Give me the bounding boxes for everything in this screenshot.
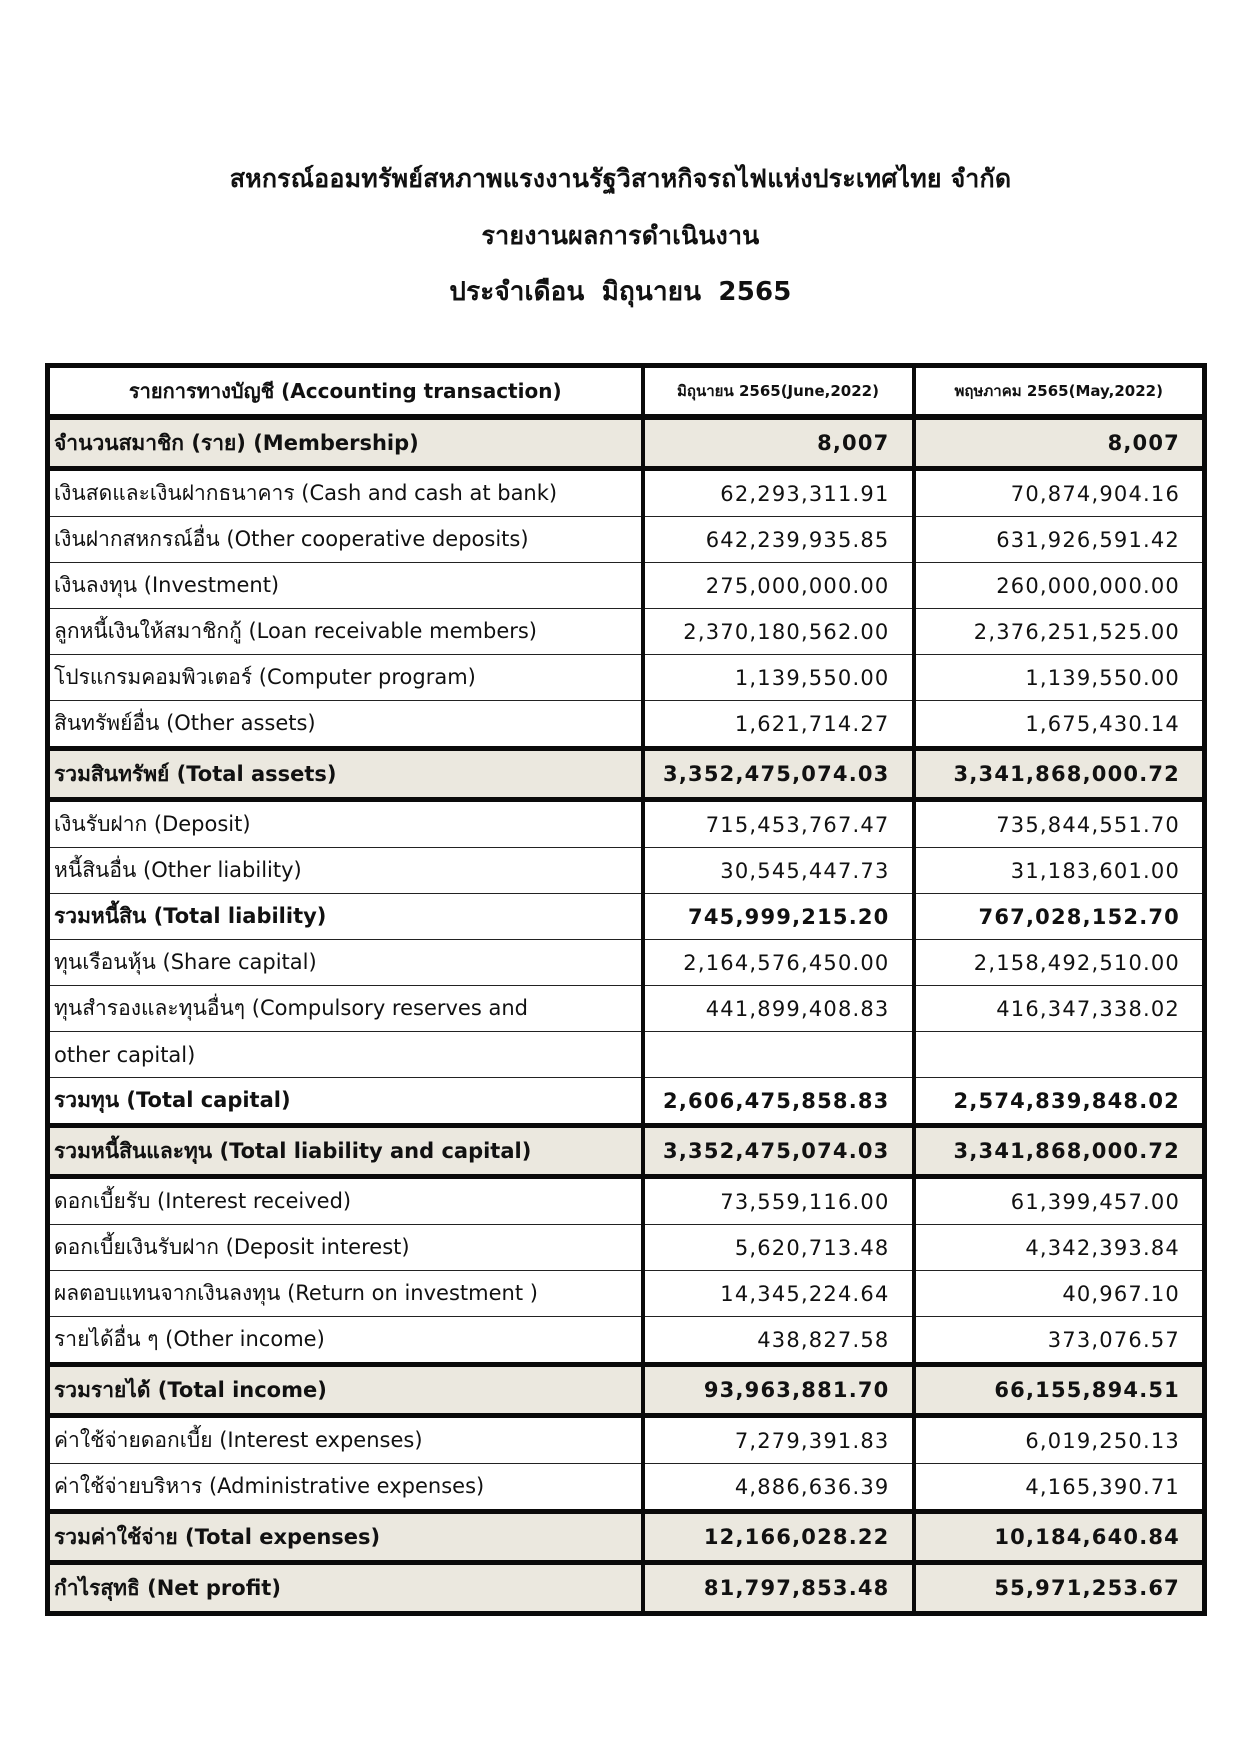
- row-label: โปรแกรมคอมพิวเตอร์ (Computer program): [48, 655, 643, 701]
- value-may: 61,399,457.00: [914, 1177, 1205, 1225]
- row-label: ค่าใช้จ่ายบริหาร (Administrative expenses): [48, 1464, 643, 1512]
- row-label: เงินฝากสหกรณ์อื่น (Other cooperative deposits): [48, 517, 643, 563]
- row-label: รวมรายได้ (Total income): [48, 1365, 643, 1416]
- value-june: 3,352,475,074.03: [643, 749, 914, 800]
- table-row: [48, 1126, 1205, 1177]
- table-row: [48, 940, 1205, 986]
- value-may: 8,007: [914, 417, 1205, 469]
- table-row: [48, 800, 1205, 848]
- row-label: รวมค่าใช้จ่าย (Total expenses): [48, 1512, 643, 1563]
- table-row: [48, 417, 1205, 469]
- row-label: เงินรับฝาก (Deposit): [48, 800, 643, 848]
- report-title: รายงานผลการดำเนินงาน: [481, 221, 760, 250]
- value-may: 4,165,390.71: [914, 1464, 1205, 1512]
- value-may: 6,019,250.13: [914, 1416, 1205, 1464]
- row-label: รวมสินทรัพย์ (Total assets): [48, 749, 643, 800]
- value-june: 1,621,714.27: [643, 701, 914, 749]
- table-row: [48, 1464, 1205, 1512]
- value-june: 438,827.58: [643, 1317, 914, 1365]
- table-row: [48, 1078, 1205, 1126]
- value-june: 2,370,180,562.00: [643, 609, 914, 655]
- value-june: [643, 1032, 914, 1078]
- table-row: [48, 1416, 1205, 1464]
- column-header-transaction: รายการทางบัญชี (Accounting transaction): [48, 366, 643, 418]
- value-june: 2,606,475,858.83: [643, 1078, 914, 1126]
- value-may: 416,347,338.02: [914, 986, 1205, 1032]
- value-june: 5,620,713.48: [643, 1225, 914, 1271]
- value-may: 70,874,904.16: [914, 469, 1205, 517]
- table-row: [48, 1177, 1205, 1225]
- row-label: เงินสดและเงินฝากธนาคาร (Cash and cash at bank): [48, 469, 643, 517]
- value-may: 3,341,868,000.72: [914, 749, 1205, 800]
- row-label: ทุนเรือนหุ้น (Share capital): [48, 940, 643, 986]
- value-june: 745,999,215.20: [643, 894, 914, 940]
- row-label: รวมทุน (Total capital): [48, 1078, 643, 1126]
- table-row: [48, 609, 1205, 655]
- table-row: [48, 701, 1205, 749]
- value-june: 642,239,935.85: [643, 517, 914, 563]
- column-header-june: มิถุนายน 2565(June,2022): [643, 366, 914, 418]
- row-label: รวมหนี้สิน (Total liability): [48, 894, 643, 940]
- table-row: [48, 986, 1205, 1032]
- value-june: 2,164,576,450.00: [643, 940, 914, 986]
- table-row: [48, 894, 1205, 940]
- table-row: [48, 1563, 1205, 1614]
- row-label: ทุนสำรองและทุนอื่นๆ (Compulsory reserves and: [48, 986, 643, 1032]
- row-label: จำนวนสมาชิก (ราย) (Membership): [48, 417, 643, 469]
- row-label: ลูกหนี้เงินให้สมาชิกกู้ (Loan receivable members): [48, 609, 643, 655]
- value-may: 2,376,251,525.00: [914, 609, 1205, 655]
- value-june: 8,007: [643, 417, 914, 469]
- value-june: 81,797,853.48: [643, 1563, 914, 1614]
- table-row: [48, 848, 1205, 894]
- row-label: ค่าใช้จ่ายดอกเบี้ย (Interest expenses): [48, 1416, 643, 1464]
- value-may: 260,000,000.00: [914, 563, 1205, 609]
- table-row: [48, 1271, 1205, 1317]
- table-row: [48, 1365, 1205, 1416]
- value-may: 3,341,868,000.72: [914, 1126, 1205, 1177]
- value-june: 7,279,391.83: [643, 1416, 914, 1464]
- table-body: [48, 417, 1205, 1614]
- value-may: 4,342,393.84: [914, 1225, 1205, 1271]
- value-may: 2,574,839,848.02: [914, 1078, 1205, 1126]
- table-row: [48, 1317, 1205, 1365]
- value-may: 735,844,551.70: [914, 800, 1205, 848]
- value-june: 275,000,000.00: [643, 563, 914, 609]
- value-may: [914, 1032, 1205, 1078]
- value-june: 73,559,116.00: [643, 1177, 914, 1225]
- row-label: หนี้สินอื่น (Other liability): [48, 848, 643, 894]
- table-row: [48, 655, 1205, 701]
- value-may: 373,076.57: [914, 1317, 1205, 1365]
- value-may: 2,158,492,510.00: [914, 940, 1205, 986]
- value-june: 715,453,767.47: [643, 800, 914, 848]
- row-label: ผลตอบแทนจากเงินลงทุน (Return on investment ): [48, 1271, 643, 1317]
- row-label: สินทรัพย์อื่น (Other assets): [48, 701, 643, 749]
- value-may: 40,967.10: [914, 1271, 1205, 1317]
- report-header: [0, 150, 1241, 321]
- value-may: 631,926,591.42: [914, 517, 1205, 563]
- value-june: 14,345,224.64: [643, 1271, 914, 1317]
- row-label: รวมหนี้สินและทุน (Total liability and capital): [48, 1126, 643, 1177]
- value-may: 66,155,894.51: [914, 1365, 1205, 1416]
- table-row: [48, 469, 1205, 517]
- value-june: 1,139,550.00: [643, 655, 914, 701]
- table-row: [48, 563, 1205, 609]
- value-may: 31,183,601.00: [914, 848, 1205, 894]
- value-june: 3,352,475,074.03: [643, 1126, 914, 1177]
- value-may: 55,971,253.67: [914, 1563, 1205, 1614]
- table-row: [48, 517, 1205, 563]
- value-june: 441,899,408.83: [643, 986, 914, 1032]
- table-header-row: [48, 366, 1205, 418]
- row-label: other capital): [48, 1032, 643, 1078]
- value-june: 12,166,028.22: [643, 1512, 914, 1563]
- organization-name: สหกรณ์ออมทรัพย์สหภาพแรงงานรัฐวิสาหกิจรถไฟแห่งประเทศไทย จำกัด: [229, 164, 1012, 193]
- table-row: [48, 1225, 1205, 1271]
- value-may: 767,028,152.70: [914, 894, 1205, 940]
- table-row: [48, 749, 1205, 800]
- value-may: 1,675,430.14: [914, 701, 1205, 749]
- value-june: 93,963,881.70: [643, 1365, 914, 1416]
- table-row: [48, 1032, 1205, 1078]
- value-may: 10,184,640.84: [914, 1512, 1205, 1563]
- row-label: เงินลงทุน (Investment): [48, 563, 643, 609]
- value-june: 62,293,311.91: [643, 469, 914, 517]
- value-june: 30,545,447.73: [643, 848, 914, 894]
- report-period: ประจำเดือน มิถุนายน 2565: [449, 277, 792, 307]
- row-label: กำไรสุทธิ (Net profit): [48, 1563, 643, 1614]
- column-header-may: พฤษภาคม 2565(May,2022): [914, 366, 1205, 418]
- row-label: รายได้อื่น ๆ (Other income): [48, 1317, 643, 1365]
- value-june: 4,886,636.39: [643, 1464, 914, 1512]
- value-may: 1,139,550.00: [914, 655, 1205, 701]
- row-label: ดอกเบี้ยเงินรับฝาก (Deposit interest): [48, 1225, 643, 1271]
- row-label: ดอกเบี้ยรับ (Interest received): [48, 1177, 643, 1225]
- operating-results-table: [45, 363, 1207, 1616]
- table-row: [48, 1512, 1205, 1563]
